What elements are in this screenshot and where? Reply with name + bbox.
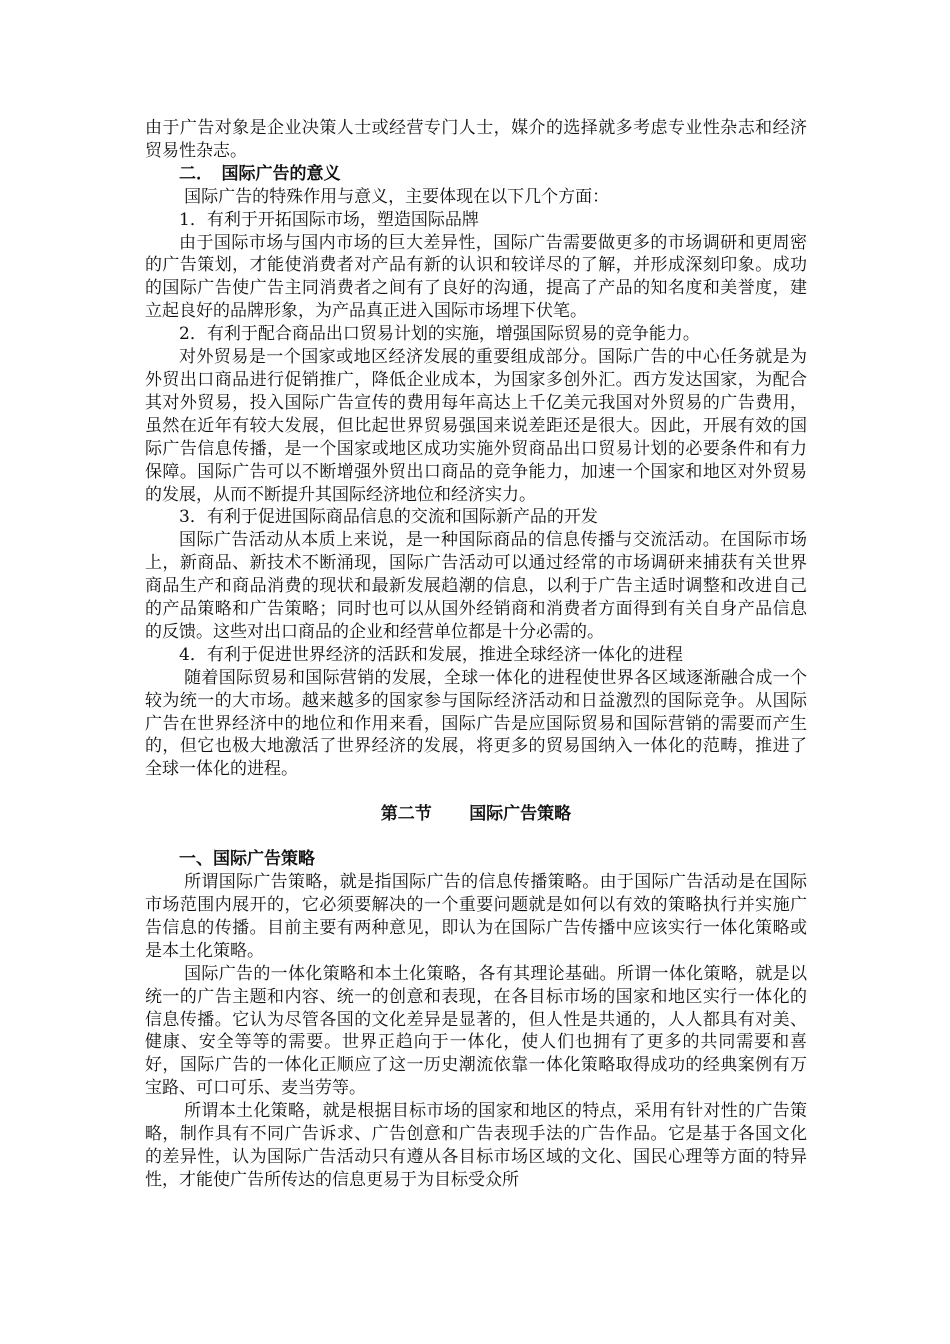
item-1-title: 1．有利于开拓国际市场，塑造国际品牌 (179, 209, 479, 230)
heading-meaning: 二． 国际广告的意义 (179, 163, 341, 184)
item-4-title: 4．有利于促进世界经济的活跃和发展，推进全球经济一体化的进程 (179, 644, 683, 665)
heading-strategy: 一、国际广告策略 (179, 849, 315, 870)
section-title (145, 803, 807, 826)
item-4-body: 随着国际贸易和国际营销的发展，全球一体化的进程使世界各区域逐渐融合成一个较为统一的大市场。越来越多的国家参与国际经济活动和日益激烈的国际竞争。从国际广告在世界经济中的地位和作用来看，国际广告是应国际贸易和国际营销的需要而产生的，但它也极大地激活了世界经济的发展，将更多的贸易国纳入一体化的范畴，推进了全球一体化的进程。 (145, 667, 807, 780)
strategy-paragraph-1: 所谓国际广告策略，就是指国际广告的信息传播策略。由于国际广告活动是在国际市场范围内展开的，它必须要解决的一个重要问题就是如何以有效的策略执行并实施广告信息的传播。目前主要有两种意见，即认为在国际广告传播中应该实行一体化策略或是本土化策略。 (145, 872, 807, 961)
strategy-paragraph-2: 国际广告的一体化策略和本土化策略，各有其理论基础。所谓一体化策略，就是以统一的广告主题和内容、统一的创意和表现，在各目标市场的国家和地区实行一体化的信息传播。它认为尽管各国的文化差异是显著的，但人性是共通的，人人都具有对美、健康、安全等等的需要。世界正趋向于一体化，使人们也拥有了更多的共同需要和喜好，国际广告的一体化正顺应了这一历史潮流依靠一体化策略取得成功的经典案例有万宝路、可口可乐、麦当劳等。 (145, 963, 807, 1099)
meaning-intro-paragraph: 国际广告的特殊作用与意义，主要体现在以下几个方面： (184, 186, 610, 207)
section-number: 第二节 (380, 804, 432, 825)
item-3-body: 国际广告活动从本质上来说，是一种国际商品的信息传播与交流活动。在国际市场上，新商品、新技术不断涌现，国际广告活动可以通过经常的市场调研来捕获有关世界商品生产和商品消费的现状和最新发展趋潮的信息，以利于广告主适时调整和改进自己的产品策略和广告策略；同时也可以从国外经销商和消费者方面得到有关自身产品信息的反馈。这些对出口商品的企业和经营单位都是十分必需的。 (145, 530, 807, 642)
item-1-body: 由于国际市场与国内市场的巨大差异性，国际广告需要做更多的市场调研和更周密的广告策划，才能使消费者对产品有新的认识和较详尽的了解，并形成深刻印象。成功的国际广告使广告主同消费者之间有了良好的沟通，提高了产品的知名度和美誉度，建立起良好的品牌形象，为产品真正进入国际市场埋下伏笔。 (145, 232, 807, 322)
document-page (145, 117, 807, 1192)
intro-paragraph: 由于广告对象是企业决策人士或经营专门人士，媒介的选择就多考虑专业性杂志和经济贸易性杂志。 (145, 118, 807, 161)
section-name: 国际广告策略 (469, 804, 572, 825)
item-2-title: 2．有利于配合商品出口贸易计划的实施，增强国际贸易的竞争能力。 (179, 324, 700, 345)
strategy-paragraph-3: 所谓本土化策略，就是根据目标市场的国家和地区的特点，采用有针对性的广告策略，制作具有不同广告诉求、广告创意和广告表现手法的广告作品。它是基于各国文化的差异性，认为国际广告活动只有遵从各目标市场区域的文化、国民心理等方面的特异性，才能使广告所传达的信息更易于为目标受众所 (145, 1101, 807, 1190)
item-3-title: 3．有利于促进国际商品信息的交流和国际新产品的开发 (179, 507, 598, 528)
item-2-body: 对外贸易是一个国家或地区经济发展的重要组成部分。国际广告的中心任务就是为外贸出口商品进行促销推广，降低企业成本，为国家多创外汇。西方发达国家，为配合其对外贸易，投入国际广告宣传的费用每年高达上千亿美元我国对外贸易的广告费用，虽然在近年有较大发展，但比起世界贸易强国来说差距还是很大。因此，开展有效的国际广告信息传播，是一个国家或地区成功实施外贸商品出口贸易计划的必要条件和有力保障。国际广告可以不断增强外贸出口商品的竞争能力，加速一个国家和地区对外贸易的发展，从而不断提升其国际经济地位和经济实力。 (145, 347, 807, 505)
